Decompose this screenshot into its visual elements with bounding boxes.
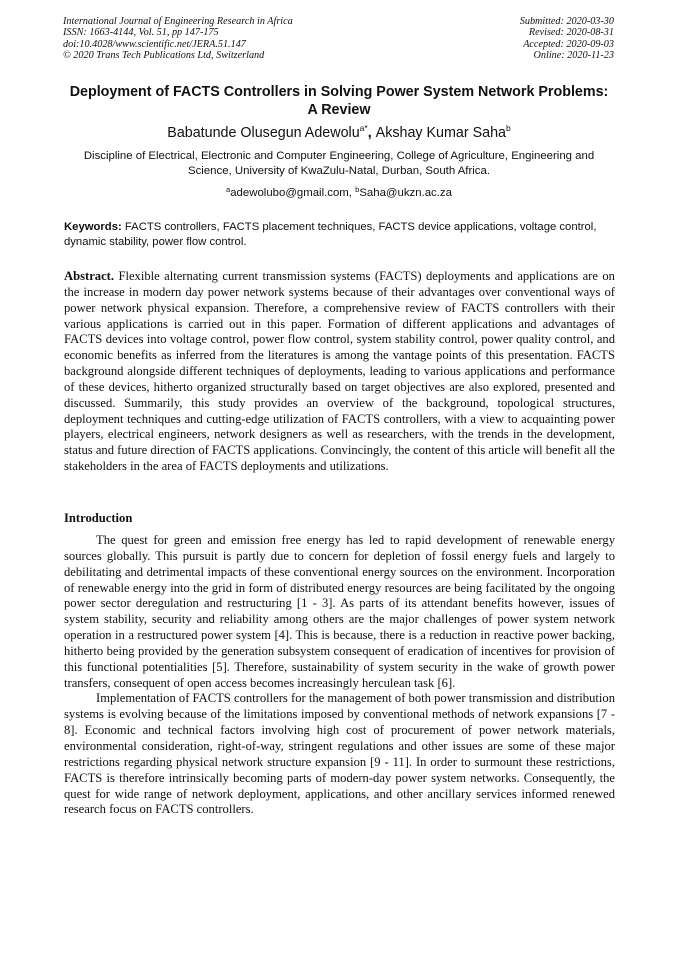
section-heading: Introduction xyxy=(64,511,133,525)
journal-name: International Journal of Engineering Research in Africa xyxy=(63,16,293,27)
journal-copyright: © 2020 Trans Tech Publications Ltd, Switzerland xyxy=(63,50,265,62)
affiliation: Discipline of Electrical, Electronic and Computer Engineering, College of Agriculture, Engineering and Science, University of KwaZulu-Natal, Durban, South Africa. xyxy=(83,150,595,178)
paragraph: The quest for green and emission free energy has led to rapid development of renewable energy sources globally. This pursuit is partly due to concern for depletion of fossil energy fuels and largely to debilitating and detrimental impacts of these conventional energy sources on the environment. Incorporation of renewable energy into the grid in form of distributed energy resources are being facilitated by the ongoing power sector deregulation and restructuring [1 - 3]. As parts of its attendant benefits however, issues of system stability, security and reliability among others are the major challenges of power system network operation in a restructured power system [4]. This is because, there is a reduction in reactive power backing, hitherto being provided by the generation subsystem consequent of eradication of incentives for provision of this functional potentialities [5]. Therefore, sustainability of system security in the wake of growth power transfers, consequent of open access becomes increasingly herculean task [6]. xyxy=(64,533,615,690)
journal-info xyxy=(63,16,393,62)
email-separator: , xyxy=(348,187,356,199)
abstract-text: Flexible alternating current transmission systems (FACTS) deployments and applications are on the increase in modern day power network systems because of their advantages over conventional ways of power network physical expansion. Therefore, a comprehensive review of FACTS controllers with their various applications is carried out in this paper. Formation of different applications and advantages of FACTS devices into voltage control, power flow control, system stability control, power quality control, and economic benefits as inferred from the literatures is among the vantage points of this presentation. FACTS background alongside different techniques of deployments, leading to various applications and performance of these devices, hitherto organized structurally based on target objectives are also explored, presented and discussed. Summarily, this study provides an overview of the background, topological structures, deployment techniques and cutting-edge utilization of FACTS controllers, with a view to acquainting power players, electrical engineers, network designers as well as researchers, with the trends in the development, status and future direction of FACTS applications. Convincingly, the content of this article will benefit all the stakeholders in the area of FACTS deployments and utilizations. xyxy=(64,269,615,474)
introduction-body xyxy=(64,533,615,818)
journal-doi[interactable]: doi:10.4028/www.scientific.net/JERA.51.147 xyxy=(63,38,246,50)
submitted-date: Submitted: 2020-03-30 xyxy=(519,16,614,27)
keywords-label: Keywords: xyxy=(64,221,122,233)
author-emails xyxy=(63,186,615,200)
paper-title: Deployment of FACTS Controllers in Solving Power System Network Problems: A Review xyxy=(69,84,609,118)
paragraph: Implementation of FACTS controllers for the management of both power transmission and distribution systems is evolving because of the limitations imposed by conventional methods of network expansions [7 - 8]. Economic and technical factors involving high cost of procurement of power network materials, environmental consideration, right-of-way, stringent regulations and other issues are some of these major restrictions regarding physical network structure expansion [9 - 11]. In order to surmount these restrictions, FACTS is therefore intrinsically becoming parts of modern-day power system networks. Consequently, the quest for wide range of network deployment, applications, and other ancillary services informed renewed research focus on FACTS controllers. xyxy=(64,691,615,817)
abstract xyxy=(64,269,615,475)
author-name: Babatunde Olusegun Adewolu xyxy=(167,125,360,141)
keywords-text: FACTS controllers, FACTS placement techniques, FACTS device applications, voltage control, dynamic stability, power flow control. xyxy=(64,221,597,248)
author-affiliation-mark: a* xyxy=(359,123,368,133)
email-mark: a xyxy=(226,185,231,194)
email-link[interactable]: Saha@ukzn.ac.za xyxy=(359,187,452,199)
author-separator: , xyxy=(367,125,376,141)
email-link[interactable]: adewolubo@gmail.com xyxy=(230,187,349,199)
author-name: Akshay Kumar Saha xyxy=(375,125,506,141)
revised-date: Revised: 2020-08-31 xyxy=(528,27,614,39)
keywords xyxy=(64,220,615,249)
journal-issn: ISSN: 1663-4144, Vol. 51, pp 147-175 xyxy=(63,27,219,39)
submission-dates xyxy=(414,16,614,62)
author-affiliation-mark: b xyxy=(505,123,511,133)
accepted-date: Accepted: 2020-09-03 xyxy=(523,38,614,50)
abstract-label: Abstract. xyxy=(64,269,115,283)
email-mark: b xyxy=(355,185,360,194)
author-list xyxy=(63,124,615,142)
online-date: Online: 2020-11-23 xyxy=(533,50,614,62)
